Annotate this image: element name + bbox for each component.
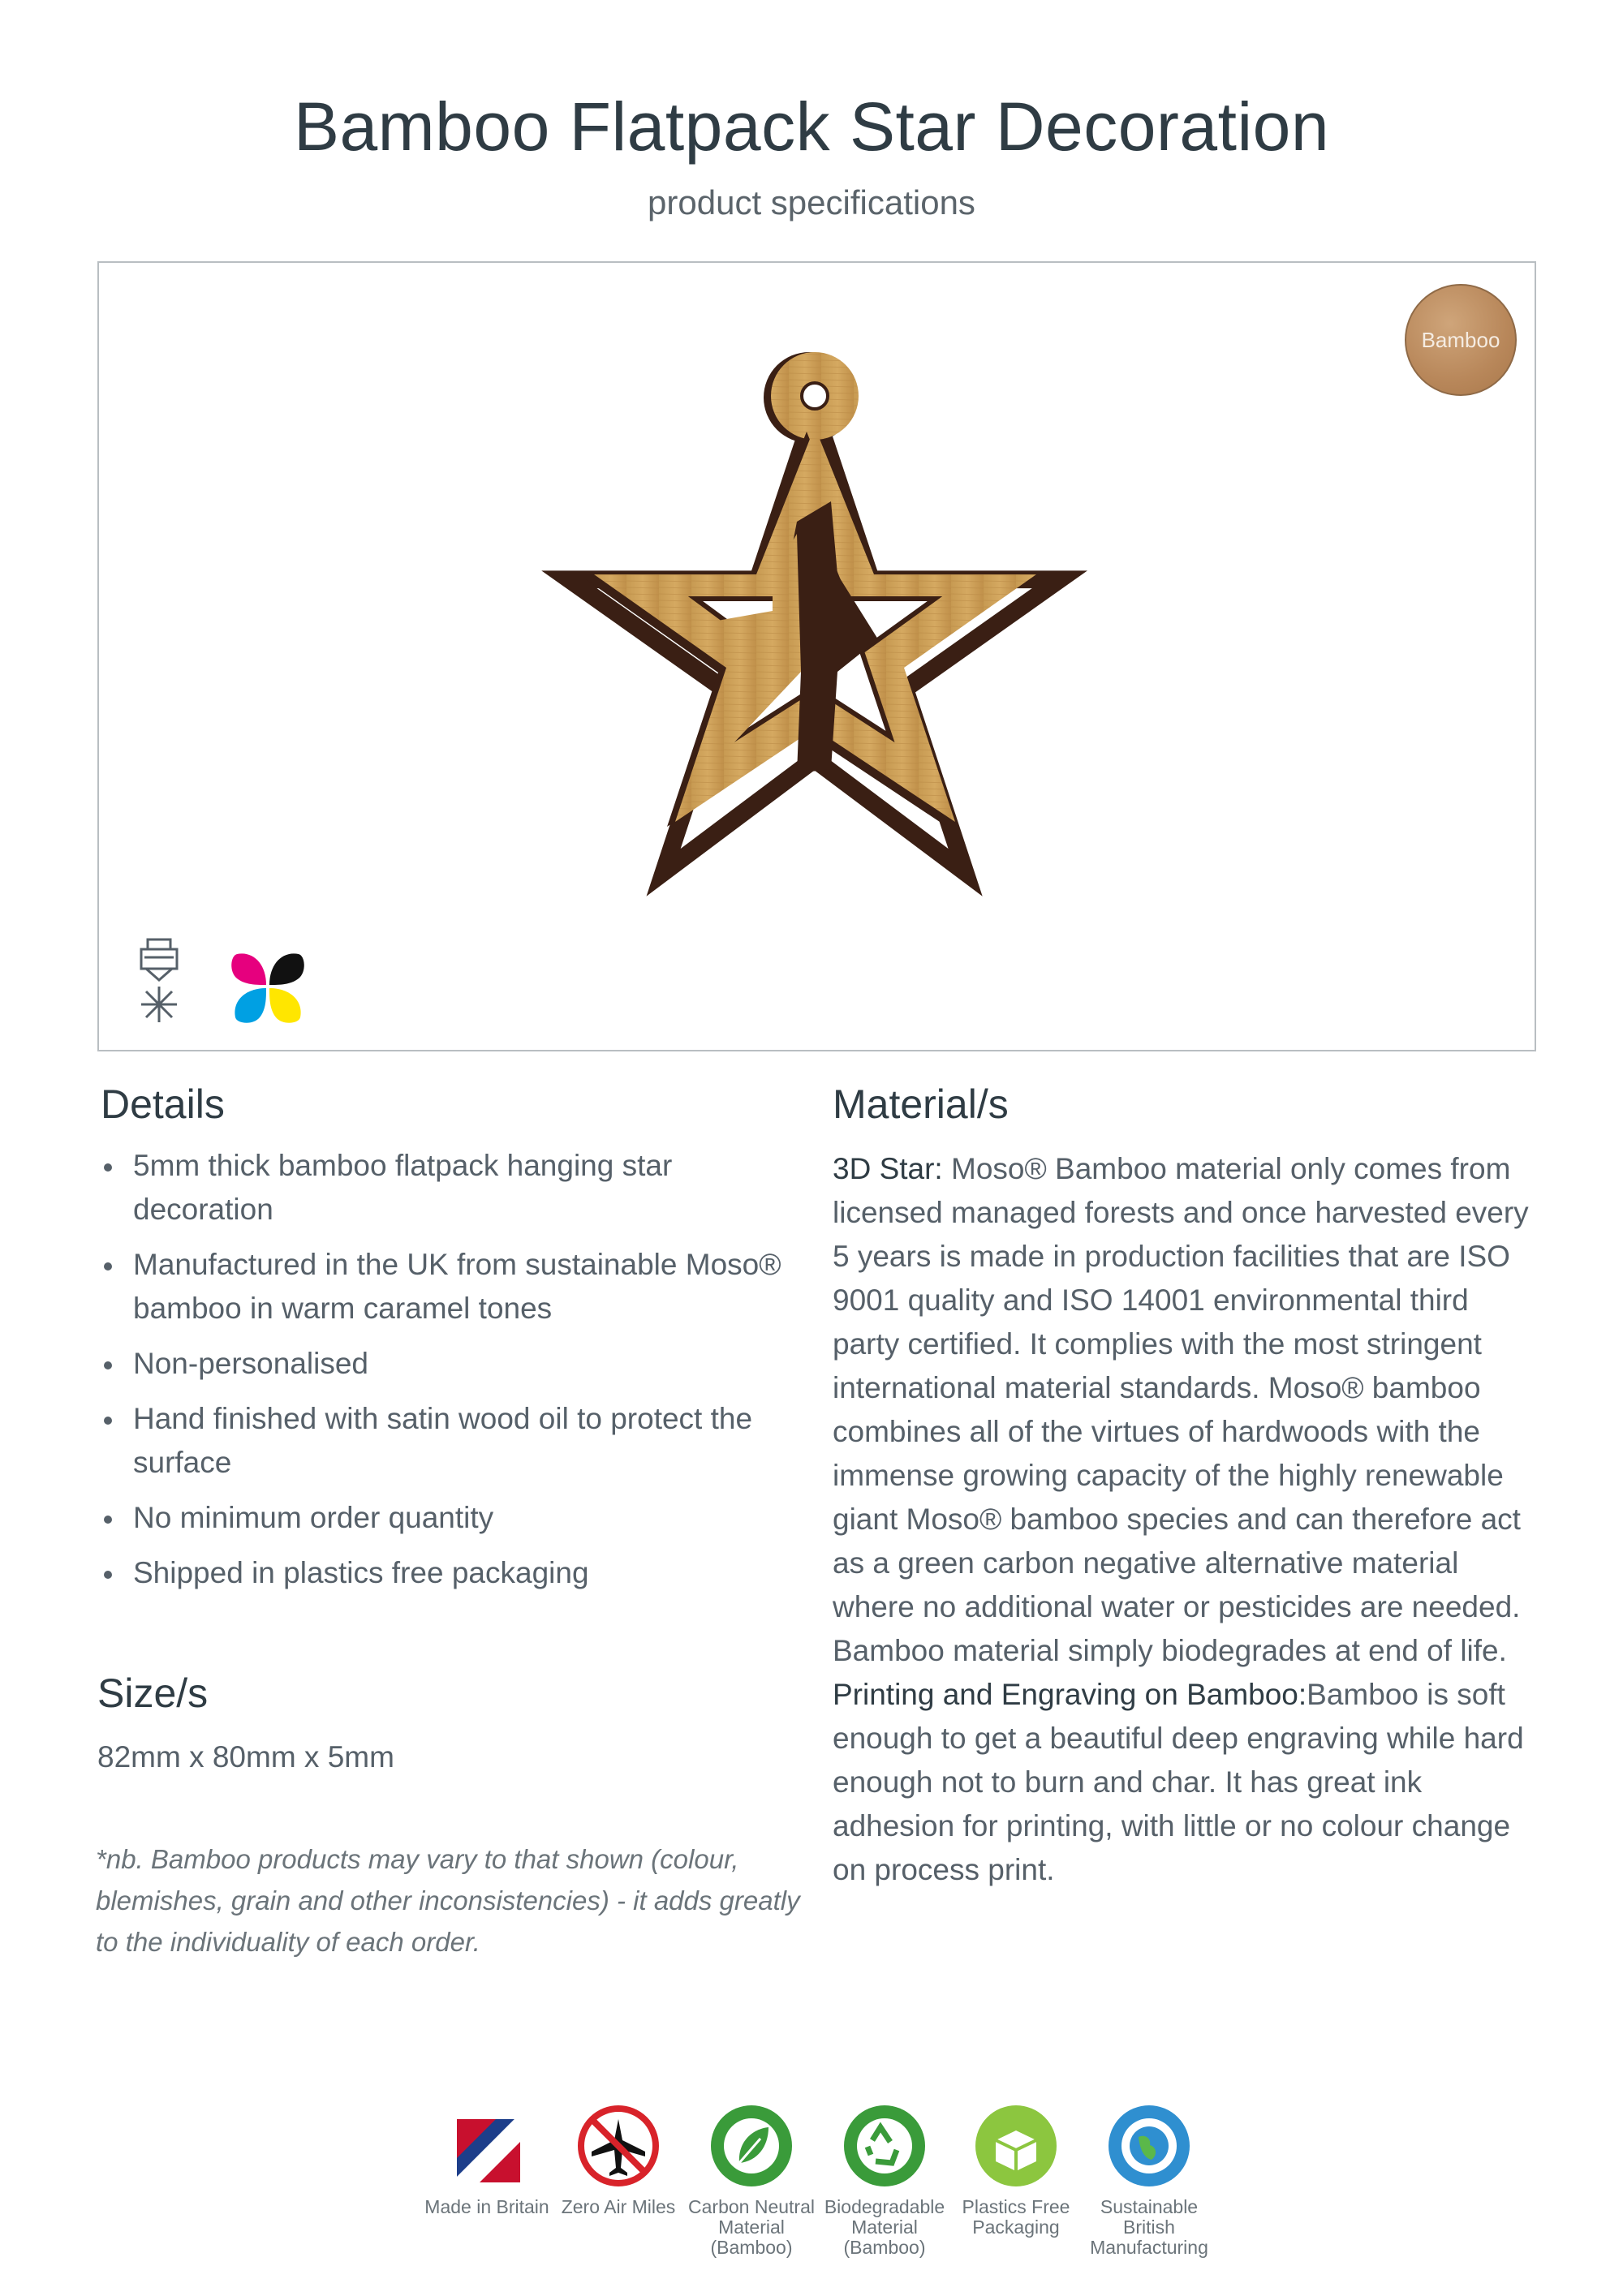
materials-heading: Material/s	[833, 1081, 1009, 1127]
list-item: Non-personalised	[101, 1342, 799, 1386]
cert-caption: Made in Britain	[424, 2196, 549, 2217]
material-swatch	[1405, 284, 1517, 396]
cmyk-print-icon	[229, 948, 307, 1025]
details-heading: Details	[101, 1081, 225, 1127]
material-swatch-label: Bamboo	[1421, 327, 1500, 352]
star-decoration-image	[529, 331, 1113, 948]
cert-carbon-neutral	[687, 2101, 816, 2258]
union-flag-icon	[442, 2101, 532, 2191]
certification-row	[422, 2101, 1233, 2296]
product-image-frame	[97, 261, 1536, 1051]
recycle-badge-icon	[840, 2101, 929, 2191]
no-plane-icon	[574, 2101, 663, 2191]
cert-caption: Zero Air Miles	[561, 2196, 676, 2217]
page-title: Bamboo Flatpack Star Decoration	[293, 88, 1330, 165]
list-item: 5mm thick bamboo flatpack hanging star decoration	[101, 1144, 799, 1232]
cert-sustainable-manufacturing	[1084, 2101, 1214, 2258]
printing-label: Printing and Engraving on Bamboo:	[833, 1678, 1307, 1711]
cert-biodegradable	[820, 2101, 949, 2258]
variation-note: *nb. Bamboo products may vary to that shown (colour, blemishes, grain and other inconsistencies) - it adds greatly to the individuality of each order.	[96, 1844, 800, 1957]
cert-caption: Carbon Neutral Material (Bamboo)	[688, 2196, 815, 2258]
printing-text: Bamboo is soft enough to get a beautiful deep engraving while hard enough not to burn and char. It has great ink adhesion for printing, with little or no colour change on process print.	[833, 1678, 1524, 1886]
star-material-text: Moso® Bamboo material only comes from licensed managed forests and once harvested every 5 years is made in production facilities that are ISO 9001 quality and ISO 14001 environmental third party certified. It complies with the most stringent international material standards. Moso® bamboo combines all of the virtues of hardwoods with the immense growing capacity of the highly renewable giant Moso® bamboo species and can therefore act as a green carbon negative alternative material where no additional water or pesticides are needed. Bamboo material simply biodegrades at end of life.	[833, 1152, 1529, 1667]
cert-zero-air-miles	[553, 2101, 683, 2217]
materials-text	[833, 1147, 1539, 1892]
list-item: Shipped in plastics free packaging	[101, 1551, 799, 1595]
list-item: Hand finished with satin wood oil to protect the surface	[101, 1397, 799, 1485]
cert-caption: Plastics Free Packaging	[962, 2196, 1070, 2238]
size-heading: Size/s	[97, 1670, 209, 1716]
box-badge-icon	[971, 2101, 1061, 2191]
list-item: Manufactured in the UK from sustainable Moso® bamboo in warm caramel tones	[101, 1243, 799, 1331]
star-material-label: 3D Star:	[833, 1152, 943, 1185]
cert-caption: Biodegradable Material (Bamboo)	[824, 2196, 945, 2258]
laser-engraving-icon	[133, 938, 185, 1025]
page-subtitle: product specifications	[648, 183, 975, 221]
leaf-badge-icon	[707, 2101, 796, 2191]
cert-caption: Sustainable British Manufacturing	[1090, 2196, 1208, 2258]
details-list	[101, 1144, 799, 1606]
size-value: 82mm x 80mm x 5mm	[97, 1740, 394, 1774]
cert-made-in-britain	[422, 2101, 552, 2217]
globe-badge-icon	[1104, 2101, 1194, 2191]
cert-plastics-free	[951, 2101, 1081, 2238]
list-item: No minimum order quantity	[101, 1496, 799, 1540]
